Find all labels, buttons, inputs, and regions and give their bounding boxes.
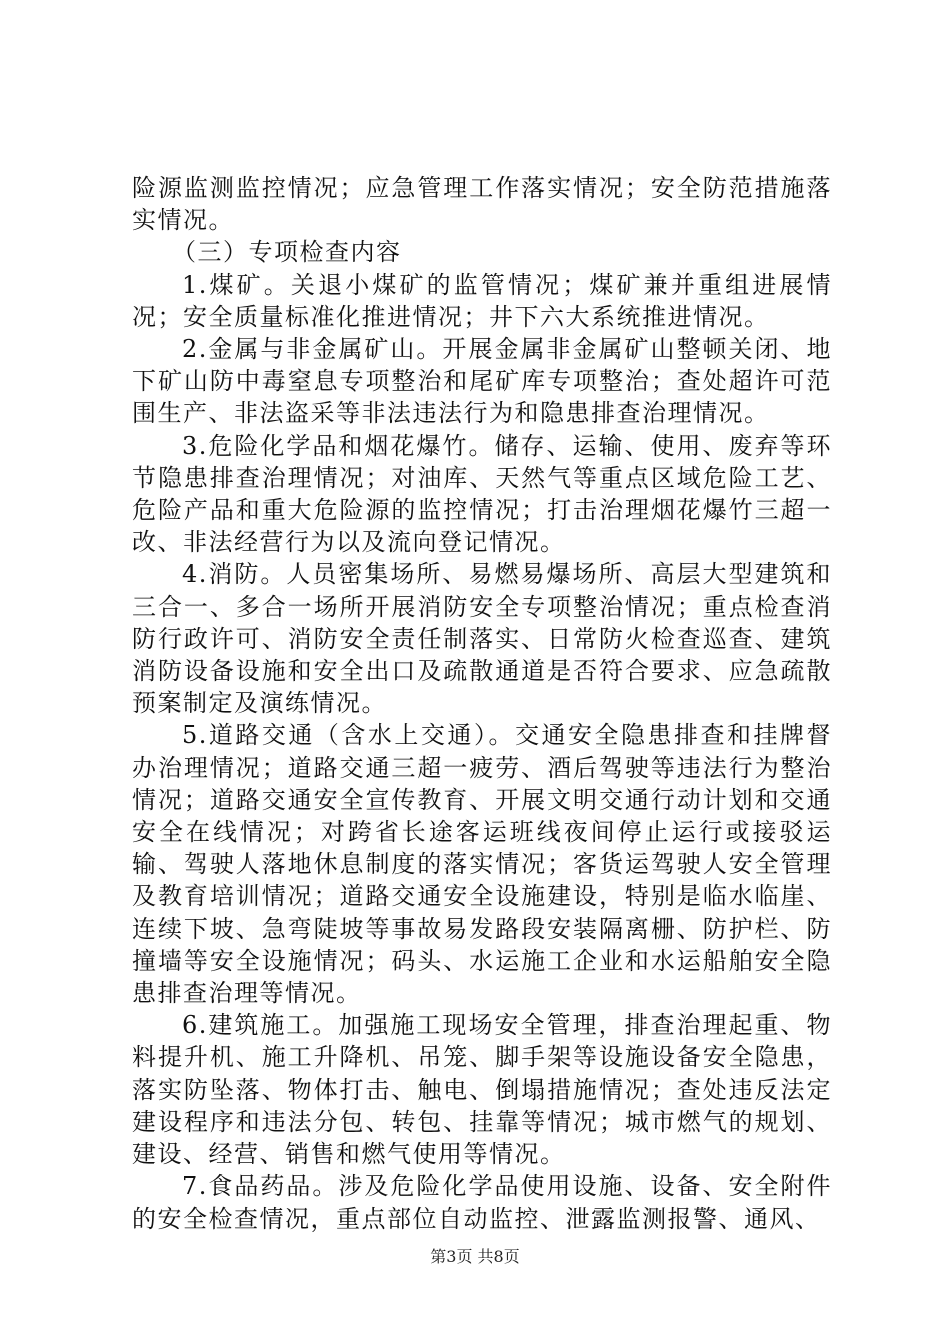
page-footer: 第3页 共8页: [430, 1247, 520, 1266]
paragraph-coal: 1.煤矿。关退小煤矿的监管情况；煤矿兼并重组进展情况；安全质量标准化推进情况；井下六大系统推进情况。: [132, 270, 832, 331]
paragraph-construction: 6.建筑施工。加强施工现场安全管理，排查治理起重、物料提升机、施工升降机、吊笼、脚手架等设施设备安全隐患，落实防坠落、物体打击、触电、倒塌措施情况；查处违反法定建设程序和违法分包、转包、挂靠等情况；城市燃气的规划、建设、经营、销售和燃气使用等情况。: [132, 1011, 832, 1169]
document-body: [132, 172, 832, 1235]
paragraph-food-drug: 7.食品药品。涉及危险化学品使用设施、设备、安全附件的安全检查情况，重点部位自动监控、泄露监测报警、通风、: [132, 1172, 832, 1233]
paragraph-fire: 4.消防。人员密集场所、易燃易爆场所、高层大型建筑和三合一、多合一场所开展消防安全专项整治情况；重点检查消防行政许可、消防安全责任制落实、日常防火检查巡查、建筑消防设备设施和安全出口及疏散通道是否符合要求、应急疏散预案制定及演练情况。: [132, 560, 832, 718]
section-heading: （三）专项检查内容: [172, 238, 402, 267]
paragraph-mines: 2.金属与非金属矿山。开展金属非金属矿山整顿关闭、地下矿山防中毒窒息专项整治和尾矿库专项整治；查处超许可范围生产、非法盗采等非法违法行为和隐患排查治理情况。: [132, 335, 832, 428]
lead-paragraph: 险源监测监控情况；应急管理工作落实情况；安全防范措施落实情况。: [132, 174, 832, 235]
paragraph-chemicals: 3.危险化学品和烟花爆竹。储存、运输、使用、废弃等环节隐患排查治理情况；对油库、天然气等重点区域危险工艺、危险产品和重大危险源的监控情况；打击治理烟花爆竹三超一改、非法经营行为以及流向登记情况。: [132, 431, 832, 557]
paragraph-traffic: 5.道路交通（含水上交通）。交通安全隐患排查和挂牌督办治理情况；道路交通三超一疲劳、酒后驾驶等违法行为整治情况；道路交通安全宣传教育、开展文明交通行动计划和交通安全在线情况；对跨省长途客运班线夜间停止运行或接驳运输、驾驶人落地休息制度的落实情况；客货运驾驶人安全管理及教育培训情况；道路交通安全设施建设，特别是临水临崖、连续下坡、急弯陡坡等事故易发路段安装隔离栅、防护栏、防撞墙等安全设施情况；码头、水运施工企业和水运船舶安全隐患排查治理等情况。: [132, 721, 832, 1008]
